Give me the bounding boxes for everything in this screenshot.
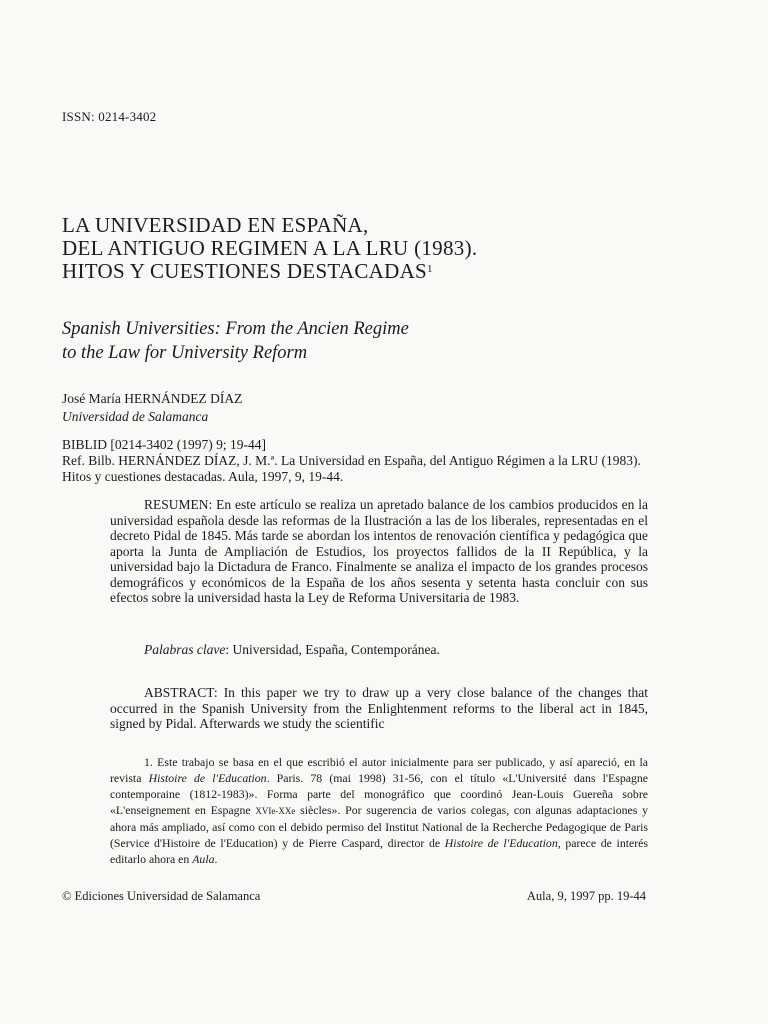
- keywords-line: [110, 642, 648, 658]
- english-title-line-2: to the Law for University Reform: [62, 343, 308, 363]
- title-line-3: [62, 260, 477, 283]
- biblid-line: BIBLID [0214-3402 (1997) 9; 19-44]: [62, 437, 266, 452]
- footnote: [110, 754, 648, 867]
- footnote-text-2: . Paris. 78 (mai 1998) 31-56, con el título «L'Université dans l'Espagne contemporaine (1812-1983)». Forma parte del monográfico que coordinó Jean-Louis Guereña sobre «L'enseignement en Espagne: [110, 771, 648, 817]
- keywords-label: Palabras clave: [144, 642, 226, 657]
- title-footnote-mark: 1: [427, 263, 433, 275]
- bibliographic-info: [62, 437, 650, 485]
- author-name: José María HERNÁNDEZ DÍAZ: [62, 391, 243, 406]
- bibliographic-reference: Ref. Bilb. HERNÁNDEZ DÍAZ, J. M.ª. La Universidad en España, del Antiguo Régimen a la LRU (1983). Hitos y cuestiones destacadas. Aula, 1997, 9, 19-44.: [62, 453, 641, 484]
- keywords-value: Universidad, España, Contemporánea.: [232, 642, 440, 657]
- english-title-line-1: Spanish Universities: From the Ancien Regime: [62, 319, 409, 339]
- footnote-centuries: XVIe-XXe: [255, 806, 296, 816]
- footnote-number: 1.: [144, 755, 153, 769]
- publisher-copyright: © Ediciones Universidad de Salamanca: [62, 889, 261, 903]
- footnote-text-3: siècles». Por sugerencia de varios colegas, con algunas adaptaciones y ahora más ampliado, así como con el debido permiso del Institut National de la Recherche Pedagogique de Paris (Service d'Histoire de l'Education) y de Pierre Caspard, director de: [110, 803, 648, 850]
- keywords-separator: :: [225, 642, 233, 657]
- title-line-2: DEL ANTIGUO REGIMEN A LA LRU (1983).: [62, 236, 478, 260]
- footnote-text-4: , parece de interés editarlo ahora en: [110, 836, 648, 866]
- title-line-1: LA UNIVERSIDAD EN ESPAÑA,: [62, 213, 369, 237]
- abstract-paragraph: ABSTRACT: In this paper we try to draw up a very close balance of the changes that occurred in the Spanish University from the Enlightenment reforms to the liberal act in 1845, signed by Pidal. Afterwards we study the scientific: [110, 685, 648, 731]
- author-block: [62, 390, 242, 426]
- footnote-journal-2: Histoire de l'Education: [444, 836, 558, 850]
- title-line-3-text: HITOS Y CUESTIONES DESTACADAS: [62, 259, 428, 283]
- footnote-journal-1: Histoire de l'Education: [148, 771, 267, 785]
- author-institution: Universidad de Salamanca: [62, 409, 209, 424]
- issn-number: ISSN: 0214-3402: [62, 109, 157, 124]
- journal-citation: Aula, 9, 1997 pp. 19-44: [526, 889, 646, 903]
- article-title: [62, 214, 477, 283]
- english-title: [62, 317, 409, 365]
- footnote-text-1: Este trabajo se basa en el que escribió el autor inicialmente para ser publicado, y así apareció, en la revista: [110, 755, 649, 785]
- footnote-text-5: .: [214, 852, 218, 866]
- footnote-journal-3: Aula: [192, 852, 215, 866]
- resumen-paragraph: RESUMEN: En este artículo se realiza un apretado balance de los cambios producidos en la universidad española desde las reformas de la Ilustración a las de los liberales, representadas en el decreto Pidal de 1845. Más tarde se abordan los intentos de renovación científica y pedagógica que aporta la Junta de Ampliación de Estudios, los proyectos fallidos de la II República, y la universidad bajo la Dictadura de Franco. Finalmente se analiza el impacto de los grandes procesos demográficos y económicos de la España de los años sesenta y setenta hasta concluir con sus efectos sobre la universidad hasta la Ley de Reforma Universitaria de 1983.: [110, 497, 648, 605]
